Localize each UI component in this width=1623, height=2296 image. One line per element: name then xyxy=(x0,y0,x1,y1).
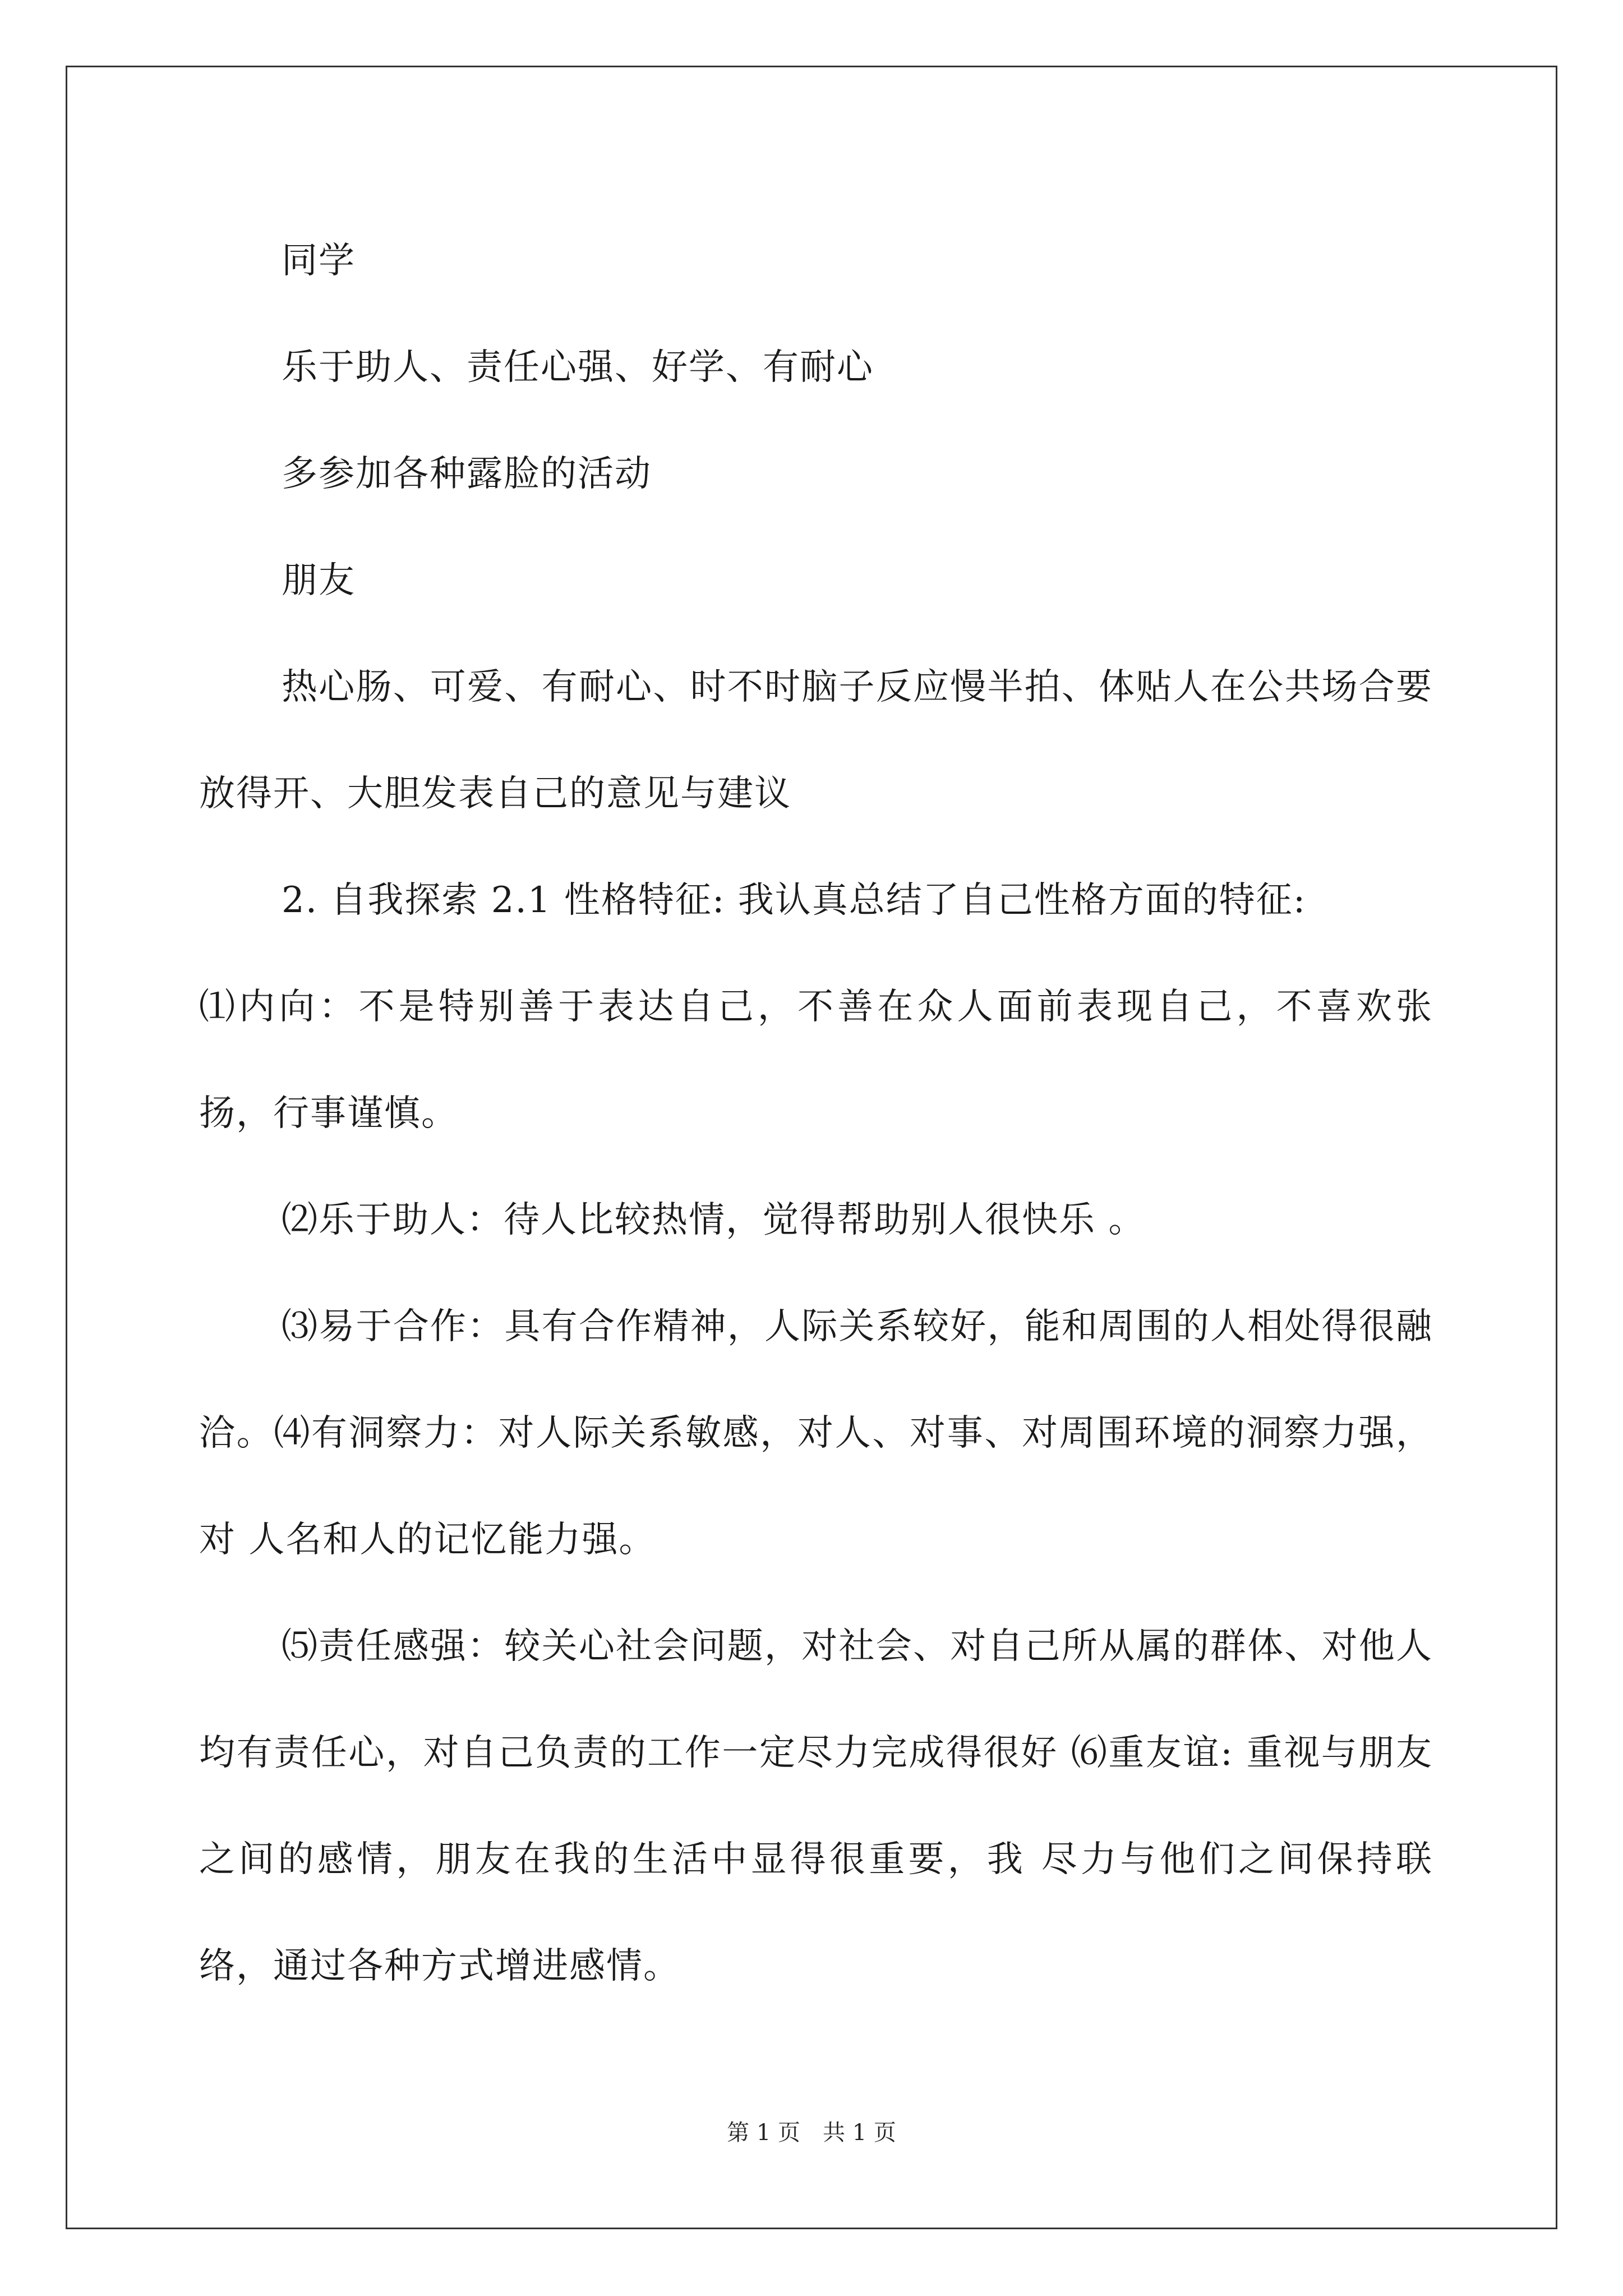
paragraph-3: 多参加各种露脸的活动 xyxy=(282,453,652,495)
document-body xyxy=(199,208,1433,2019)
paragraph-5: 热心肠、可爱、有耐心、时不时脑子反应慢半拍、体贴人在公共场合要放得开、大胆发表自己的意见与建议 xyxy=(199,666,1433,815)
paragraph-6: 2. 自我探索 2.1 性格特征: 我认真总结了自己性格方面的特征: xyxy=(282,880,1307,921)
page-footer: 第 1 页 共 1 页 xyxy=(727,2120,896,2146)
paragraph-1: 同学 xyxy=(282,240,356,282)
paragraph-9: ⑶易于合作：具有合作精神，人际关系较好，能和周围的人相处得很融洽。⑷有洞察力：对人际关系敏感，对人、对事、对周围环境的洞察力强，对 人名和人的记忆能力强。 xyxy=(199,1306,1433,1561)
paragraph-10: ⑸责任感强：较关心社会问题，对社会、对自己所从属的群体、对他人 均有责任心，对自己负责的工作一定尽力完成得很好 ⑹重友谊: 重视与朋友之间的感情，朋友在我的生活中显得很重要，我 尽力与他们之间保持联络，通过各种方式增进感情。 xyxy=(199,1626,1433,1987)
paragraph-8: ⑵乐于助人：待人比较热情，觉得帮助别人很快乐 。 xyxy=(282,1199,1146,1241)
paragraph-4: 朋友 xyxy=(282,560,356,601)
paragraph-7: ⑴内向：不是特别善于表达自己，不善在众人面前表现自己，不喜欢张 扬，行事谨慎。 xyxy=(199,986,1433,1134)
paragraph-2: 乐于助人、责任心强、好学、有耐心 xyxy=(282,347,874,388)
